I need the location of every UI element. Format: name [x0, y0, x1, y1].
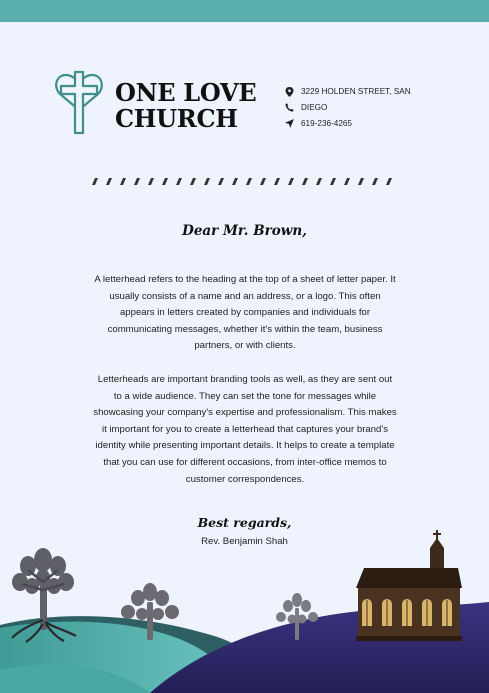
phone-number: 619-236-4265: [301, 119, 352, 128]
letter-paragraph-1: A letterhead refers to the heading at the top of a sheet of letter paper. It usually consists of a name and an address, or a logo. This often appears in letters created by companies and individuals for communicating messages, whether it's within the team, business partners, or with clients.: [94, 274, 396, 352]
church-building: [356, 530, 462, 641]
phone-row: [285, 116, 425, 132]
phone-icon: [285, 103, 294, 112]
landscape-illustration: [0, 520, 489, 693]
contact-block: [285, 84, 425, 132]
navigation-arrow-icon: [285, 119, 294, 128]
address-line2: DIEGO: [301, 103, 328, 112]
heart-cross-icon: [52, 70, 106, 136]
top-accent-bar: [0, 0, 489, 22]
address-row: [285, 84, 425, 100]
address-line1: 3229 HOLDEN STREET, SAN: [301, 87, 411, 96]
dashed-divider: [90, 177, 400, 187]
letter-signer: Rev. Benjamin Shah: [201, 536, 288, 547]
church-name-line1: ONE LOVE: [115, 78, 257, 107]
address-row-2: [285, 100, 425, 116]
church-name-line2: CHURCH: [115, 104, 238, 133]
church-name: [115, 80, 256, 132]
letter-paragraph-2: Letterheads are important branding tools as well, as they are sent out to a wide audience. They can set the tone for messages while showcasing your company's expertise and professionalism. This makes it important for you to create a letterhead that captures your brand's identity while presenting important details. It helps to create a template that you can use for different occasions, from inter-office memos to customer correspondences.: [93, 374, 397, 485]
letter-greeting: Dear Mr. Brown,: [182, 223, 307, 239]
location-pin-icon: [285, 87, 294, 97]
letter-closing: Best regards,: [197, 515, 292, 530]
